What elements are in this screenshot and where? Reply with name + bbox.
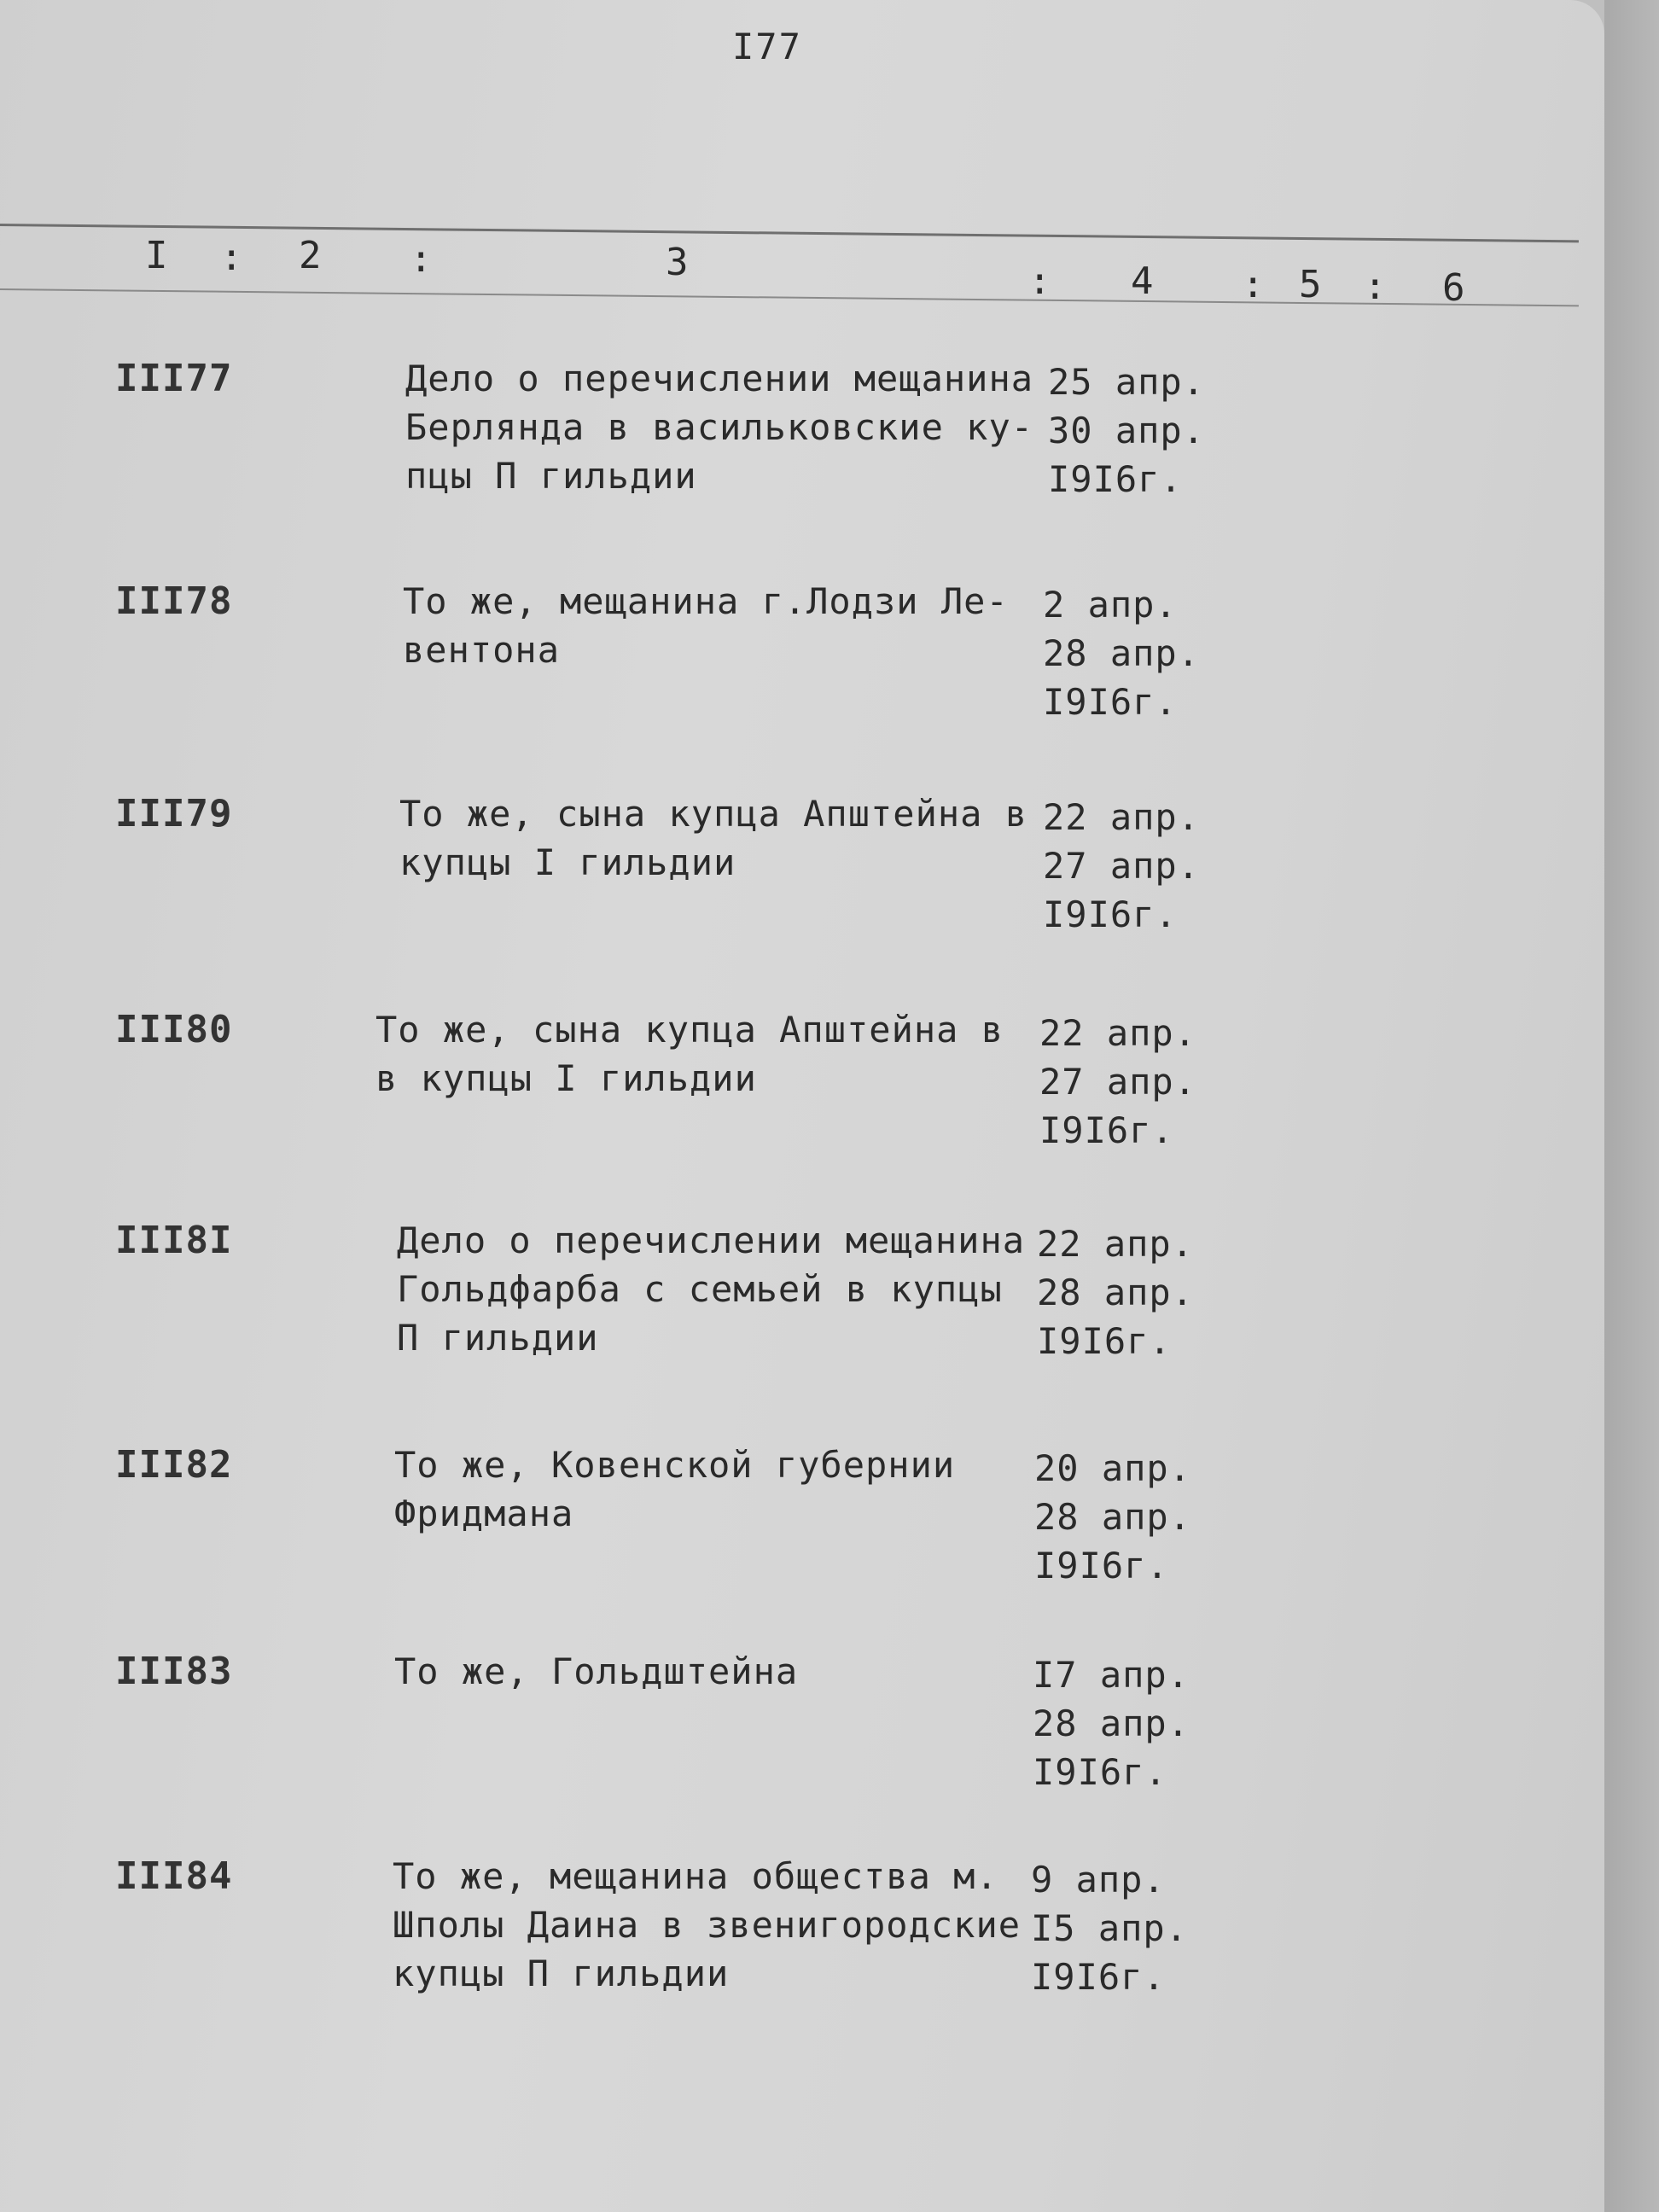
description-line: То же, мещанина общества м. [393,1855,998,1897]
column-separator: : [410,237,433,281]
entry-dates [1037,1220,1194,1365]
date-year: I9I6г. [1037,1320,1172,1362]
column-header-5: 5 [1299,263,1322,306]
description-line: пцы П гильдии [405,455,697,497]
column-header-6: 6 [1442,266,1465,310]
description-line: Шполы Даина в звенигородские [393,1904,1022,1946]
description-line: То же, Ковенской губернии [394,1444,956,1486]
date-year: I9I6г. [1048,458,1183,500]
date-start: 20 апр. [1034,1447,1192,1489]
inventory-entry [0,789,1604,960]
entry-number: III82 [115,1443,233,1487]
description-line: То же, мещанина г.Лодзи Ле- [403,580,1009,622]
entry-dates [1048,358,1205,504]
description-line: Берлянда в васильковские ку- [405,406,1034,448]
date-end: I5 апр. [1031,1907,1189,1949]
column-separator: : [1364,265,1387,308]
entry-number: III84 [115,1854,233,1898]
description-line: Фридмана [394,1493,574,1534]
description-line: То же, Гольдштейна [394,1650,799,1692]
column-separator: : [1242,263,1265,306]
date-end: 28 апр. [1034,1496,1192,1538]
description-line: То же, сына купца Апштейна в [375,1009,1004,1051]
date-end: 28 апр. [1037,1272,1195,1313]
entry-description [394,1441,1043,1538]
description-line: Дело о перечислении мещанина [405,358,1034,399]
entry-number: III77 [115,357,233,400]
entry-dates [1034,1444,1191,1590]
entry-number: III78 [115,579,233,623]
inventory-entry [0,1216,1604,1387]
column-header-2: 2 [299,234,322,277]
date-end: 27 апр. [1043,845,1201,887]
inventory-entry [0,354,1604,525]
date-year: I9I6г. [1039,1109,1174,1151]
entry-description [405,354,1054,500]
column-separator: : [1028,259,1051,303]
entry-description [375,1005,1024,1103]
description-line: Гольдфарба с семьей в купцы [397,1268,1003,1310]
date-year: I9I6г. [1033,1751,1167,1793]
column-header-3: 3 [666,241,689,284]
column-header-4: 4 [1131,259,1154,303]
entry-number: III80 [115,1008,233,1051]
date-year: I9I6г. [1043,681,1178,723]
date-end: 30 апр. [1048,410,1206,451]
page-number: I77 [732,26,802,67]
entry-number: III79 [115,792,233,835]
description-line: вентона [403,629,561,671]
inventory-entry [0,1647,1604,1818]
date-end: 28 апр. [1043,632,1201,674]
date-year: I9I6г. [1031,1956,1166,1998]
date-year: I9I6г. [1043,894,1178,935]
inventory-entry [0,1852,1604,2023]
date-start: 22 апр. [1037,1223,1195,1265]
entry-dates [1039,1009,1196,1155]
entry-description [393,1852,1041,1998]
description-line: П гильдии [397,1317,599,1359]
description-line: купцы П гильдии [393,1953,730,1994]
entry-dates [1033,1650,1190,1796]
inventory-entry [0,577,1604,748]
entry-dates [1043,793,1200,939]
date-end: 28 апр. [1033,1703,1190,1744]
description-line: в купцы I гильдии [375,1057,757,1099]
date-start: 9 апр. [1031,1859,1166,1901]
column-header-1: I [145,234,168,277]
date-start: I7 апр. [1033,1654,1190,1696]
entry-number: III83 [115,1650,233,1693]
entry-description [399,789,1048,887]
date-start: 25 апр. [1048,361,1206,403]
date-start: 2 апр. [1043,584,1178,626]
inventory-entry [0,1441,1604,1611]
entry-dates [1043,580,1200,726]
description-line: Дело о перечислении мещанина [397,1220,1026,1261]
date-start: 22 апр. [1039,1012,1197,1054]
date-start: 22 апр. [1043,796,1201,838]
inventory-entry [0,1005,1604,1176]
entry-description [397,1216,1045,1362]
date-year: I9I6г. [1034,1545,1169,1586]
column-separator: : [220,236,243,279]
entry-description [403,577,1051,674]
description-line: купцы I гильдии [399,841,736,883]
description-line: То же, сына купца Апштейна в [399,793,1028,835]
entry-number: III8I [115,1219,233,1262]
entry-dates [1031,1855,1188,2001]
page-edge [1604,0,1659,2212]
date-end: 27 апр. [1039,1061,1197,1103]
entry-description [394,1647,1043,1696]
